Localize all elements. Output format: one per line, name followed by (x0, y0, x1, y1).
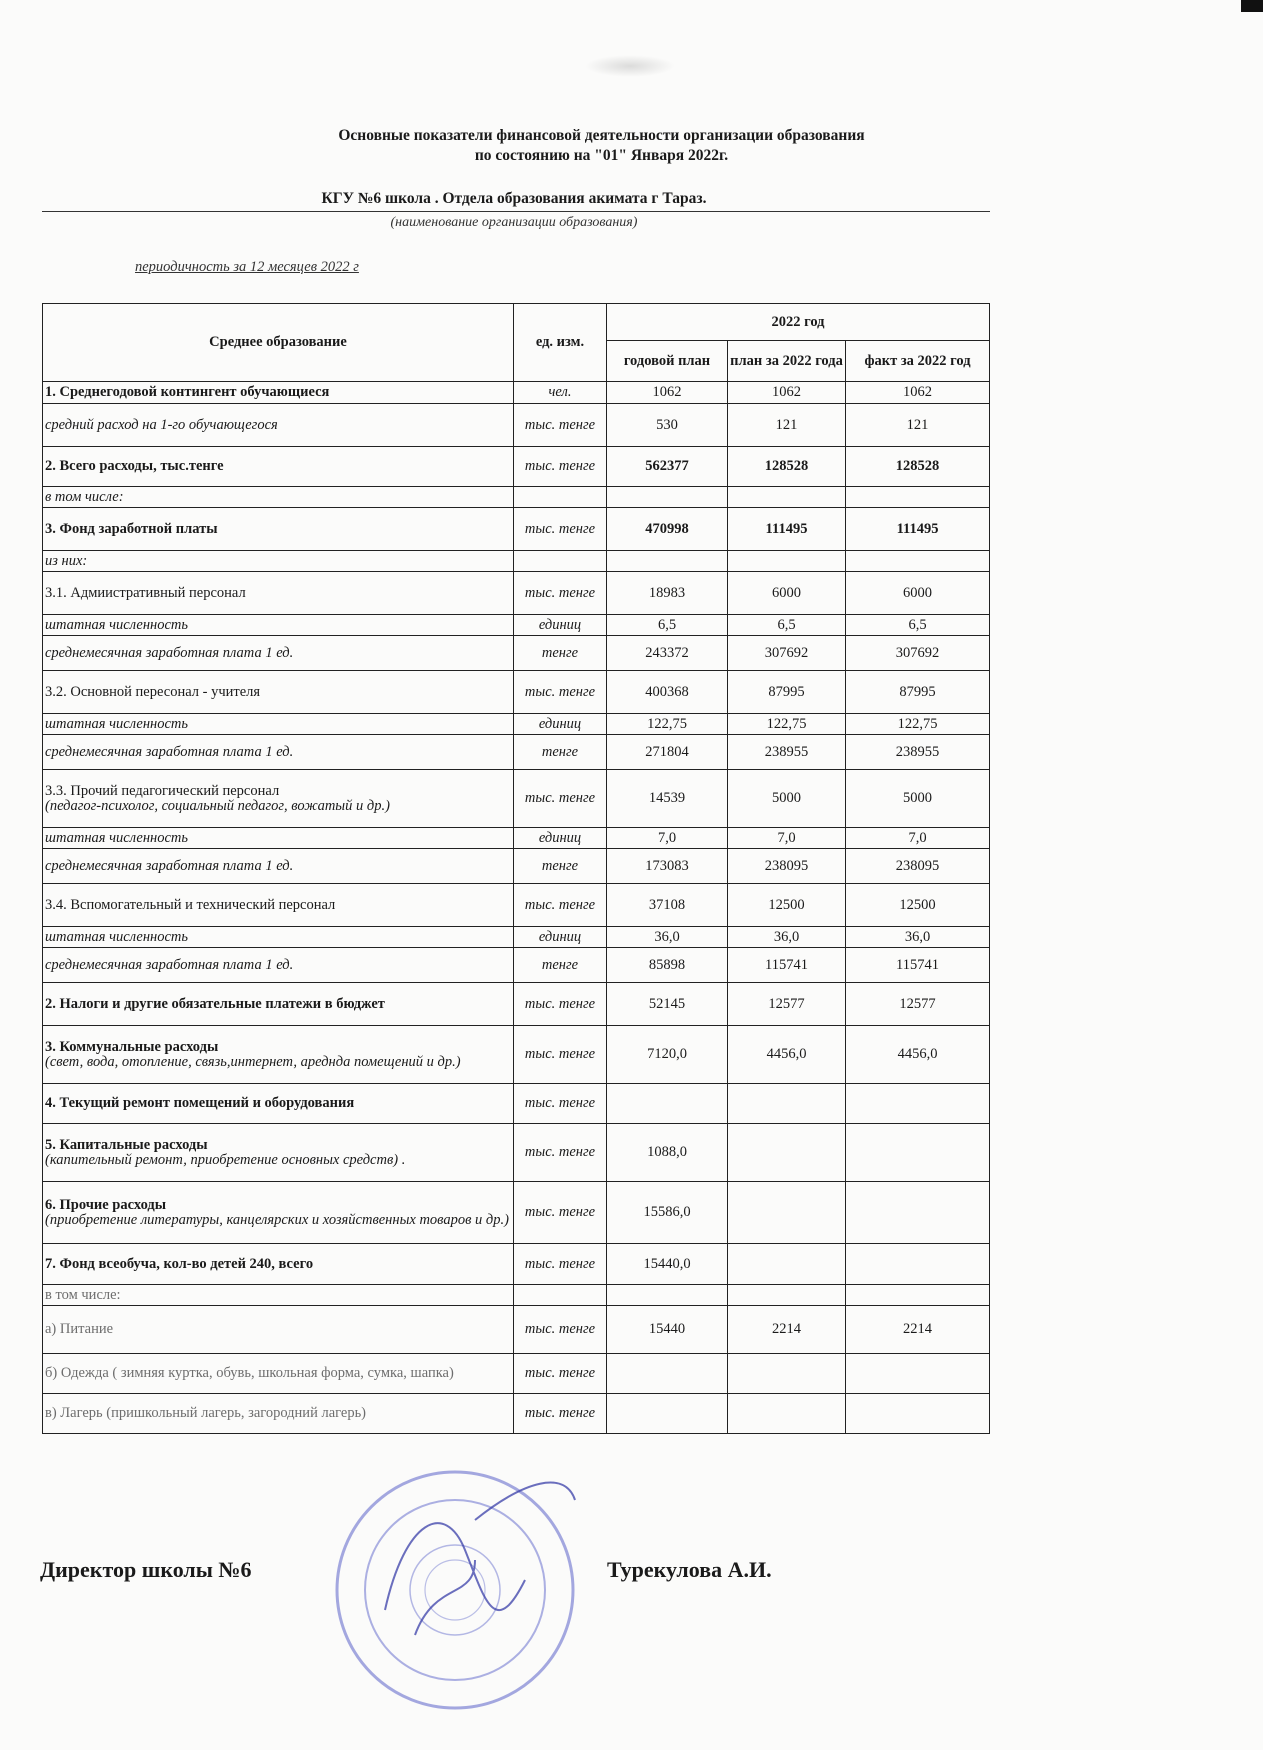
fact-value: 4456,0 (846, 1026, 990, 1084)
organization-underline (42, 211, 990, 212)
row-label-text: 3.3. Прочий педагогический персонал (45, 782, 280, 799)
row-label (43, 983, 514, 1026)
row-label-text: среднемесячная заработная плата 1 ед. (45, 956, 294, 973)
row-label-note: (педагог-психолог, социальный педагог, вожатый и др.) (45, 797, 390, 814)
row-label-text: среднемесячная заработная плата 1 ед. (45, 644, 294, 661)
table-body (43, 382, 990, 1434)
row-label-text: из них: (45, 552, 88, 569)
row-label-text: штатная численность (45, 715, 188, 732)
row-label (43, 1285, 514, 1306)
period-plan-value (728, 1285, 846, 1306)
row-label (43, 1394, 514, 1434)
period-plan-value: 12577 (728, 983, 846, 1026)
fact-value: 238955 (846, 735, 990, 770)
row-label-text: в) Лагерь (пришкольный лагерь, загородний лагерь) (45, 1405, 367, 1421)
table-row (43, 1244, 990, 1285)
annual-plan-value: 470998 (607, 508, 728, 551)
signature-stroke (385, 1483, 575, 1635)
row-label-text: среднемесячная заработная плата 1 ед. (45, 857, 294, 874)
row-unit: тыс. тенге (514, 983, 607, 1026)
period-plan-value: 238955 (728, 735, 846, 770)
fact-value (846, 487, 990, 508)
table-row (43, 1084, 990, 1124)
period-plan-value (728, 487, 846, 508)
organization-name: КГУ №6 школа . Отдела образования акимата г Тараз. (321, 190, 707, 207)
row-unit: тыс. тенге (514, 1084, 607, 1124)
row-unit (514, 551, 607, 572)
row-unit (514, 1285, 607, 1306)
row-unit: тыс. тенге (514, 884, 607, 927)
table-row (43, 508, 990, 551)
period-plan-value (728, 1182, 846, 1244)
row-label-text: среднемесячная заработная плата 1 ед. (45, 743, 294, 760)
row-label-text: штатная численность (45, 616, 188, 633)
row-label-text: а) Питание (45, 1321, 114, 1337)
row-label (43, 770, 514, 828)
row-unit: единиц (514, 615, 607, 636)
table-row (43, 1306, 990, 1354)
row-label-note: (приобретение литературы, канцелярских и хозяйственных товаров и др.) (45, 1211, 509, 1228)
row-label-text: 3.4. Вспомогательный и технический персонал (45, 896, 336, 913)
fact-value (846, 551, 990, 572)
annual-plan-value (607, 1394, 728, 1434)
fact-value: 121 (846, 404, 990, 447)
annual-plan-value (607, 1285, 728, 1306)
header-period-plan: план за 2022 года (728, 341, 846, 382)
row-label (43, 884, 514, 927)
header-year: 2022 год (607, 304, 990, 341)
period-plan-value: 6,5 (728, 615, 846, 636)
table-row (43, 382, 990, 404)
row-unit: тыс. тенге (514, 508, 607, 551)
row-unit: тыс. тенге (514, 1124, 607, 1182)
annual-plan-value: 15440 (607, 1306, 728, 1354)
row-label-text: б) Одежда ( зимняя куртка, обувь, школьная форма, сумка, шапка) (45, 1365, 454, 1381)
row-label (43, 382, 514, 404)
row-label (43, 828, 514, 849)
row-unit: тыс. тенге (514, 1306, 607, 1354)
fact-value (846, 1285, 990, 1306)
annual-plan-value: 7,0 (607, 828, 728, 849)
row-label-text: 4. Текущий ремонт помещений и оборудования (45, 1095, 355, 1111)
annual-plan-value: 271804 (607, 735, 728, 770)
row-label-text: 3. Коммунальные расходы (45, 1038, 219, 1055)
fact-value: 7,0 (846, 828, 990, 849)
row-label-text: 6. Прочие расходы (45, 1196, 167, 1213)
row-unit: тыс. тенге (514, 447, 607, 487)
period-plan-value: 307692 (728, 636, 846, 671)
scan-smudge (585, 55, 675, 77)
periodicity: периодичность за 12 месяцев 2022 г (135, 259, 359, 275)
row-unit: тенге (514, 849, 607, 884)
row-label (43, 671, 514, 714)
table-row (43, 983, 990, 1026)
row-unit: чел. (514, 382, 607, 404)
row-label-note: (свет, вода, отопление, связь,интернет, ареднда помещений и др.) (45, 1053, 461, 1070)
table-row (43, 1394, 990, 1434)
scan-edge-mark (1241, 0, 1263, 12)
row-label-text: 7. Фонд всеобуча, кол-во детей 240, всего (45, 1255, 314, 1272)
row-unit: тенге (514, 636, 607, 671)
period-plan-value (728, 1244, 846, 1285)
financial-indicators-table (42, 303, 990, 1434)
table-row (43, 948, 990, 983)
annual-plan-value (607, 551, 728, 572)
annual-plan-value: 530 (607, 404, 728, 447)
row-label-text: 2. Всего расходы, тыс.тенге (45, 458, 224, 474)
row-label (43, 487, 514, 508)
table-row (43, 1026, 990, 1084)
row-unit: тыс. тенге (514, 1244, 607, 1285)
annual-plan-value: 7120,0 (607, 1026, 728, 1084)
annual-plan-value: 14539 (607, 770, 728, 828)
annual-plan-value: 85898 (607, 948, 728, 983)
row-label-text: 1. Среднегодовой контингент обучающиеся (45, 384, 330, 400)
row-label-text: 3.2. Основной пересонал - учителя (45, 683, 261, 700)
table-row (43, 714, 990, 735)
row-label-note: (капительный ремонт, приобретение основных средств) . (45, 1151, 406, 1168)
fact-value (846, 1354, 990, 1394)
row-unit: тыс. тенге (514, 671, 607, 714)
fact-value (846, 1244, 990, 1285)
period-plan-value: 6000 (728, 572, 846, 615)
annual-plan-value: 562377 (607, 447, 728, 487)
row-label (43, 1354, 514, 1394)
row-label (43, 927, 514, 948)
header-annual-plan: годовой план (607, 341, 728, 382)
row-label (43, 551, 514, 572)
period-plan-value: 7,0 (728, 828, 846, 849)
row-unit: тыс. тенге (514, 404, 607, 447)
table-row (43, 551, 990, 572)
annual-plan-value: 18983 (607, 572, 728, 615)
period-plan-value: 128528 (728, 447, 846, 487)
annual-plan-value: 15586,0 (607, 1182, 728, 1244)
row-label (43, 1026, 514, 1084)
table-row (43, 487, 990, 508)
period-plan-value: 12500 (728, 884, 846, 927)
annual-plan-value (607, 1354, 728, 1394)
table-row (43, 849, 990, 884)
fact-value (846, 1124, 990, 1182)
annual-plan-value: 243372 (607, 636, 728, 671)
row-label (43, 714, 514, 735)
annual-plan-value: 36,0 (607, 927, 728, 948)
row-unit: единиц (514, 828, 607, 849)
row-label (43, 572, 514, 615)
row-label (43, 1244, 514, 1285)
period-plan-value (728, 1084, 846, 1124)
fact-value: 6,5 (846, 615, 990, 636)
fact-value: 238095 (846, 849, 990, 884)
period-plan-value: 115741 (728, 948, 846, 983)
table-row (43, 671, 990, 714)
annual-plan-value: 122,75 (607, 714, 728, 735)
row-label (43, 1182, 514, 1244)
row-label-text: 5. Капитальные расходы (45, 1136, 208, 1153)
row-label (43, 508, 514, 551)
period-plan-value: 36,0 (728, 927, 846, 948)
row-unit (514, 487, 607, 508)
document-date: по состоянию на "01" Января 2022г. (474, 147, 729, 164)
table-row (43, 636, 990, 671)
period-plan-value: 2214 (728, 1306, 846, 1354)
annual-plan-value: 400368 (607, 671, 728, 714)
header-fact: факт за 2022 год (846, 341, 990, 382)
row-label (43, 849, 514, 884)
row-unit: тыс. тенге (514, 572, 607, 615)
fact-value: 87995 (846, 671, 990, 714)
fact-value: 111495 (846, 508, 990, 551)
row-label (43, 615, 514, 636)
fact-value: 1062 (846, 382, 990, 404)
row-label (43, 948, 514, 983)
row-label (43, 636, 514, 671)
row-unit: тыс. тенге (514, 1394, 607, 1434)
annual-plan-value (607, 487, 728, 508)
table-row (43, 828, 990, 849)
period-plan-value: 121 (728, 404, 846, 447)
row-label-text: 2. Налоги и другие обязательные платежи в бюджет (45, 995, 385, 1012)
row-unit: тенге (514, 735, 607, 770)
header-section: Среднее образование (43, 304, 514, 382)
row-label (43, 404, 514, 447)
annual-plan-value: 37108 (607, 884, 728, 927)
fact-value: 12500 (846, 884, 990, 927)
row-unit: единиц (514, 714, 607, 735)
table-row (43, 735, 990, 770)
row-label (43, 1084, 514, 1124)
annual-plan-value: 52145 (607, 983, 728, 1026)
director-name: Турекулова А.И. (607, 1557, 772, 1582)
row-label (43, 447, 514, 487)
table-row (43, 1354, 990, 1394)
row-label (43, 1306, 514, 1354)
director-label: Директор школы №6 (40, 1557, 252, 1582)
table-row (43, 884, 990, 927)
fact-value: 115741 (846, 948, 990, 983)
row-label-text: в том числе: (45, 1286, 121, 1303)
row-label (43, 1124, 514, 1182)
table-row (43, 572, 990, 615)
fact-value: 307692 (846, 636, 990, 671)
fact-value (846, 1084, 990, 1124)
period-plan-value: 122,75 (728, 714, 846, 735)
row-label-text: средний расход на 1-го обучающегося (45, 416, 278, 433)
table-row (43, 615, 990, 636)
annual-plan-value: 1062 (607, 382, 728, 404)
fact-value: 5000 (846, 770, 990, 828)
fact-value: 122,75 (846, 714, 990, 735)
table-row (43, 1182, 990, 1244)
fact-value (846, 1182, 990, 1244)
table-row (43, 1124, 990, 1182)
period-plan-value (728, 551, 846, 572)
table-row (43, 404, 990, 447)
annual-plan-value (607, 1084, 728, 1124)
table-row (43, 447, 990, 487)
fact-value: 6000 (846, 572, 990, 615)
fact-value (846, 1394, 990, 1434)
document-title: Основные показатели финансовой деятельности организации образования (338, 127, 865, 144)
table-row (43, 770, 990, 828)
row-label-text: штатная численность (45, 829, 188, 846)
fact-value: 2214 (846, 1306, 990, 1354)
organization-caption: (наименование организации образования) (390, 215, 638, 230)
period-plan-value: 5000 (728, 770, 846, 828)
row-unit: тыс. тенге (514, 770, 607, 828)
period-plan-value: 238095 (728, 849, 846, 884)
fact-value: 128528 (846, 447, 990, 487)
row-label (43, 735, 514, 770)
row-unit: тыс. тенге (514, 1026, 607, 1084)
row-unit: тенге (514, 948, 607, 983)
annual-plan-value: 6,5 (607, 615, 728, 636)
official-seal (325, 1460, 585, 1720)
period-plan-value: 87995 (728, 671, 846, 714)
period-plan-value (728, 1394, 846, 1434)
row-label-text: 3. Фонд заработной платы (45, 520, 218, 537)
row-unit: единиц (514, 927, 607, 948)
row-unit: тыс. тенге (514, 1182, 607, 1244)
fact-value: 12577 (846, 983, 990, 1026)
header-unit: ед. изм. (514, 304, 607, 382)
table-row (43, 1285, 990, 1306)
row-unit: тыс. тенге (514, 1354, 607, 1394)
row-label-text: 3.1. Адмиистративный персонал (45, 584, 246, 601)
period-plan-value: 1062 (728, 382, 846, 404)
annual-plan-value: 1088,0 (607, 1124, 728, 1182)
annual-plan-value: 173083 (607, 849, 728, 884)
row-label-text: в том числе: (45, 488, 124, 505)
row-label-text: штатная численность (45, 928, 188, 945)
period-plan-value (728, 1354, 846, 1394)
period-plan-value (728, 1124, 846, 1182)
annual-plan-value: 15440,0 (607, 1244, 728, 1285)
table-row (43, 927, 990, 948)
fact-value: 36,0 (846, 927, 990, 948)
period-plan-value: 4456,0 (728, 1026, 846, 1084)
period-plan-value: 111495 (728, 508, 846, 551)
